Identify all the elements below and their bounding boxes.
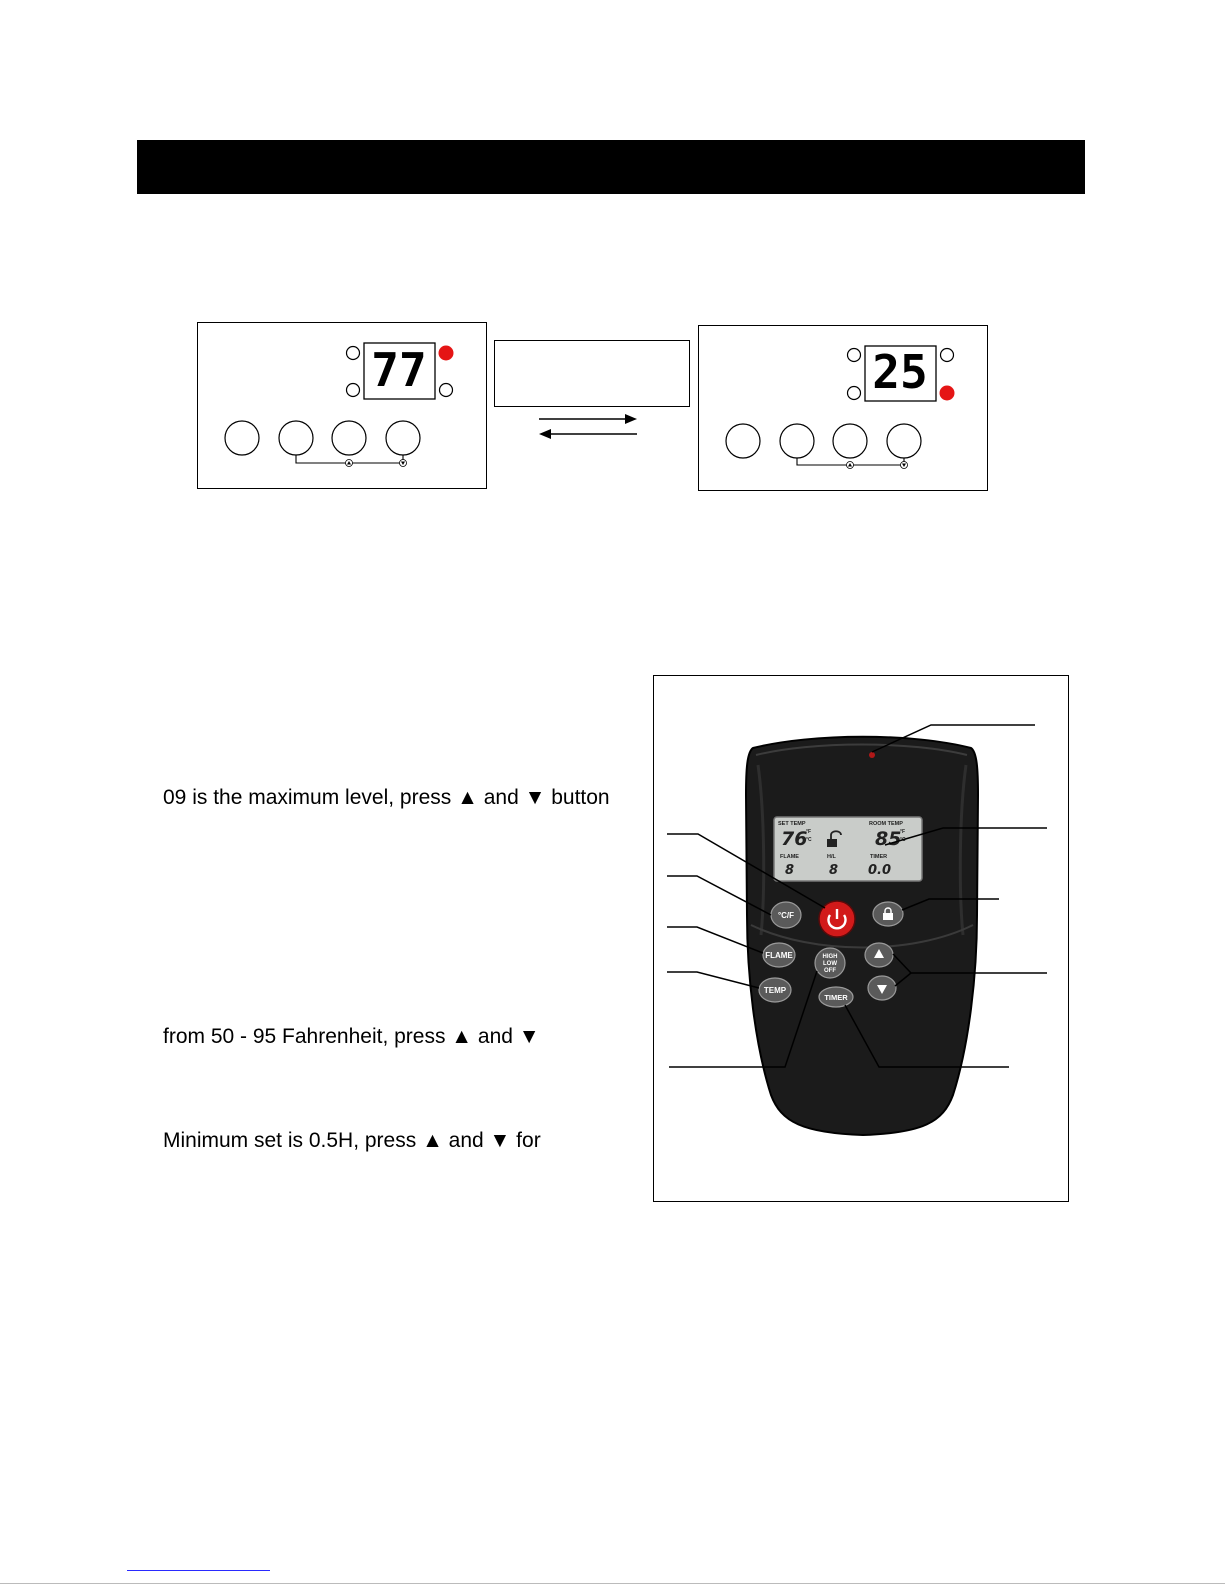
indicator-led-off xyxy=(347,347,360,360)
lcd-unit-f: °F xyxy=(806,829,812,835)
lcd-flame-label: FLAME xyxy=(780,854,799,860)
lcd-room-temp-value: 85 xyxy=(875,828,902,850)
indicator-led-off xyxy=(941,349,954,362)
timer-button-label: TIMER xyxy=(824,993,848,1002)
temp-button[interactable] xyxy=(759,978,791,1002)
lcd-unit-c: °C xyxy=(900,837,906,843)
lock-icon xyxy=(883,913,893,920)
cf-button[interactable] xyxy=(771,902,801,928)
lcd-unit-c: °C xyxy=(806,837,812,843)
power-button[interactable] xyxy=(819,901,855,937)
ir-emitter-icon xyxy=(869,752,875,758)
down-button[interactable] xyxy=(868,976,896,1000)
footer-link-underline[interactable] xyxy=(127,1570,270,1571)
footer-rule xyxy=(0,1583,1225,1584)
cf-button-label: °C/F xyxy=(777,911,795,920)
indicator-led-off xyxy=(848,349,861,362)
timer-button[interactable] xyxy=(819,987,853,1007)
control-panel-fahrenheit-drawing xyxy=(198,323,488,490)
indicator-led-off xyxy=(347,384,360,397)
timer-min-text: Minimum set is 0.5H, press ▲ and ▼ for xyxy=(163,1129,541,1152)
indicator-led-celsius-on xyxy=(940,386,955,401)
control-panel-fahrenheit xyxy=(197,322,487,489)
indicator-led-off xyxy=(440,384,453,397)
lcd-timer-label: TIMER xyxy=(870,854,888,860)
display-reading: 77 xyxy=(371,343,427,397)
high-low-off-button[interactable] xyxy=(815,948,845,978)
hlo-off-label: OFF xyxy=(824,968,836,974)
hlo-low-label: LOW xyxy=(823,961,837,967)
control-panel-celsius-drawing xyxy=(699,326,989,492)
lcd-set-temp-value: 76 xyxy=(781,828,808,850)
toggle-label-box xyxy=(494,340,690,407)
flame-level-text: 09 is the maximum level, press ▲ and ▼ button xyxy=(163,786,610,809)
flame-button-label: FLAME xyxy=(765,951,793,960)
panel-button-1[interactable] xyxy=(225,421,259,455)
callout-temp xyxy=(667,972,759,988)
panel-button-1[interactable] xyxy=(726,424,760,458)
panel-button-2[interactable] xyxy=(279,421,313,455)
lcd-hl-value: 8 xyxy=(829,863,839,878)
panel-button-down[interactable] xyxy=(887,424,921,458)
up-button[interactable] xyxy=(865,943,893,967)
lcd-set-temp-label: SET TEMP xyxy=(778,821,806,827)
panel-button-up[interactable] xyxy=(332,421,366,455)
lcd-room-temp-label: ROOM TEMP xyxy=(869,821,903,827)
lcd-hl-label: H/L xyxy=(827,854,836,860)
remote-control-drawing xyxy=(653,675,1069,1202)
panel-button-2[interactable] xyxy=(780,424,814,458)
display-reading: 25 xyxy=(872,345,928,399)
lcd-unit-f: °F xyxy=(900,829,906,835)
flame-button[interactable] xyxy=(763,943,795,967)
section-header-bar xyxy=(137,140,1085,194)
lcd-flame-value: 8 xyxy=(785,863,795,878)
temp-range-text: from 50 - 95 Fahrenheit, press ▲ and ▼ xyxy=(163,1025,540,1048)
swap-arrows-icon xyxy=(536,412,640,440)
panel-button-up[interactable] xyxy=(833,424,867,458)
lcd-timer-value: 0.0 xyxy=(868,863,892,878)
lock-button[interactable] xyxy=(873,902,903,926)
control-panel-celsius xyxy=(698,325,988,491)
indicator-led-fahrenheit-on xyxy=(439,346,454,361)
indicator-led-off xyxy=(848,387,861,400)
hlo-high-label: HIGH xyxy=(822,954,838,960)
temp-button-label: TEMP xyxy=(763,986,787,995)
panel-button-down[interactable] xyxy=(386,421,420,455)
